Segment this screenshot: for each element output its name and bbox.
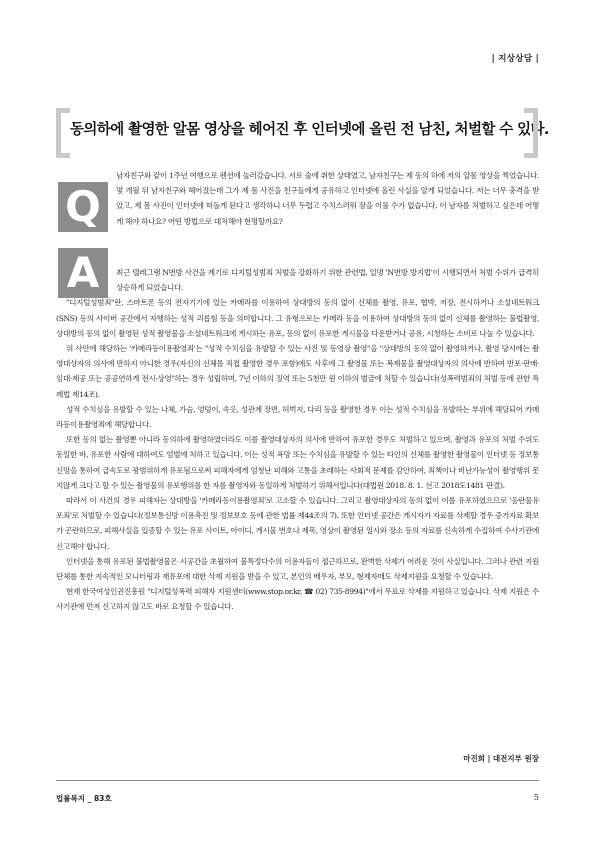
left-bracket — [56, 108, 70, 158]
question-badge — [58, 182, 108, 232]
answer-paragraph: 따라서 이 사건의 경우 피해자는 상대방을 '카메라등이용촬영죄'로 고소할 수 있습니다. 그리고 촬영대상자의 동의 없이 이를 유포하였으므로 '음란물유포죄'로 처벌할 수 있습니다(정보통신망 이용촉진 및 정보보호 등에 관한 법률 제44조의 7). 또한 인터넷 공간은 게시자가 자료를 삭제할 경우 증거자료 확보가 곤란하므로, 피해사실을 입증할 수 있는 유포 사이트, 아이디, 게시물 번호나 제목, 영상이 촬영된 일시와 장소 등의 자료를 신속하게 수집하여 수사기관에 신고해야 합니다. — [56, 496, 539, 551]
section-tag: | 지상상담 | — [491, 54, 539, 64]
title-box — [56, 108, 549, 150]
answer-paragraph: 위 사안에 해당하는 '카메라등이용촬영죄'는 "성적 수치심을 유발할 수 있는 사진 및 동영상 촬영"을 "상대방의 동의 없이 촬영하거나, 촬영 당시에는 촬영대상자의 의사에 반하지 아니한 경우(자신의 신체를 직접 촬영한 경우 포함)에도 사후에 그 촬영물 또는 복제물을 촬영대상자의 의사에 반하여 반포·판매·임대·제공 또는 공공연하게 전시·상영"하는 경우 성립하며, 7년 이하의 징역 또는 5천만 원 이하의 벌금에 처할 수 있습니다(성폭력범죄의 처벌 등에 관한 특례법 제14조). — [56, 344, 539, 399]
answer-paragraph: 현재 한국여성인권진흥원 "디지털성폭력 피해자 지원센터(www.stop.or.kr, ☎ 02) 735-8994)"에서 무료로 삭제를 지원하고 있습니다. 삭제 지원은 수사기관에 먼저 신고하지 않고도 바로 요청할 수 있습니다. — [56, 587, 539, 612]
question-letter: Q — [65, 182, 101, 231]
publication-issue: 법률복지 _ 83호 — [56, 794, 112, 803]
page-number: 5 — [533, 793, 539, 802]
answer-paragraph: 또한 동의 없는 촬영뿐 아니라 동의하에 촬영하였더라도 이를 촬영대상자의 의사에 반하여 유포한 경우도 처벌하고 있으며, 촬영과 유포의 처벌 수위도 동일한 바, 유포한 사람에 대하여도 엄벌에 처하고 있습니다. 이는 성적 욕망 또는 수치심을 유발할 수 있는 타인의 신체를 촬영한 촬영물이 인터넷 등 정보통신망을 통하여 급속도로 광범위하게 유포됨으로써 피해자에게 엄청난 피해와 고통을 초래하는 사회적 문제를 감안하여, 죄책이나 비난가능성이 촬영행위 못지않게 크다고 할 수 있는 촬영물의 유포행위를 한 자를 촬영자와 동일하게 처벌하기 위해서입니다(대법원 2018. 8. 1. 선고 2018도1481 판결). — [56, 435, 539, 490]
answer-paragraph: 최근 텔레그램 N번방 사건을 계기로 디지털성범죄 처벌을 강화하기 위한 관련법, 일명 'N번방 방지법'이 시행되면서 처벌 수위가 급격히 상승하게 되었습니다. — [116, 268, 539, 293]
answer-paragraph: "디지털성범죄"란, 스마트폰 등의 전자기기에 있는 카메라를 이용하여 상대방의 동의 없이 신체를 촬영, 유포, 협박, 저장, 전시하거나 소셜네트워크(SNS) 등의 사이버 공간에서 자행하는 성적 괴롭힘 등을 의미합니다. 그 유형으로는 카메라 등을 이용하여 상대방의 동의 없이 신체를 촬영하는 불법촬영, 상대방의 동의 없이 촬영된 성적 촬영물을 소셜네트워크에 게시하는 유포, 등의 없이 유포한 게시물을 다운받거나 공유, 시청하는 소비로 나눌 수 있습니다. — [56, 298, 539, 338]
article-title: 동의하에 촬영한 알몸 영상을 헤어진 후 인터넷에 올린 전 남친, 처벌할 수 있다. — [70, 122, 549, 138]
answer-paragraph: 인터넷을 통해 유포된 불법촬영물은 시공간을 초월하여 불특정다수의 이용자들이 접근하므로, 완벽한 삭제가 어려운 것이 사실입니다. 그러나 관련 지원 단체를 통한 지속적인 모니터링과 재유포에 대한 삭제 지원을 받을 수 있고, 본인의 배우자, 부모, 형제자매도 삭제지원을 요청할 수 있습니다. — [56, 556, 539, 582]
question-text: 남자친구와 같이 1주년 여행으로 펜션에 놀러갔습니다. 서로 술에 취한 상태였고, 남자친구는 제 동의 하에 저의 알몸 영상을 찍었습니다. 몇 개월 뒤 남자친구와 헤어졌는데 그가 제 몸 사진을 친구들에게 공유하고 인터넷에 올린 사실을 알게 되었습니다. 저는 너무 충격을 받았고, 제 몸 사진이 인터넷에 떠돌게 된다고 생각하니 너무 두렵고 수치스러워 잠을 이룰 수가 없습니다. 이 남자를 처벌하고 싶은데 어떻게 해야 하나요? 어떤 방법으로 대처해야 현명할까요? — [116, 171, 539, 226]
right-bracket — [524, 108, 538, 158]
answer-paragraph: 성적 수치심을 유발할 수 있는 나체, 가슴, 엉덩이, 속옷, 성관계 장면, 허벅지, 다리 등을 촬영한 경우 이는 성적 수치심을 유발하는 부위에 해당되어 카메라등이용촬영죄에 해당합니다. — [56, 404, 539, 430]
answer-letter: A — [66, 248, 100, 297]
author-credit: 마진희 | 대전지부 원장 — [463, 754, 539, 763]
answer-body — [56, 265, 539, 615]
footer-divider — [56, 780, 539, 781]
